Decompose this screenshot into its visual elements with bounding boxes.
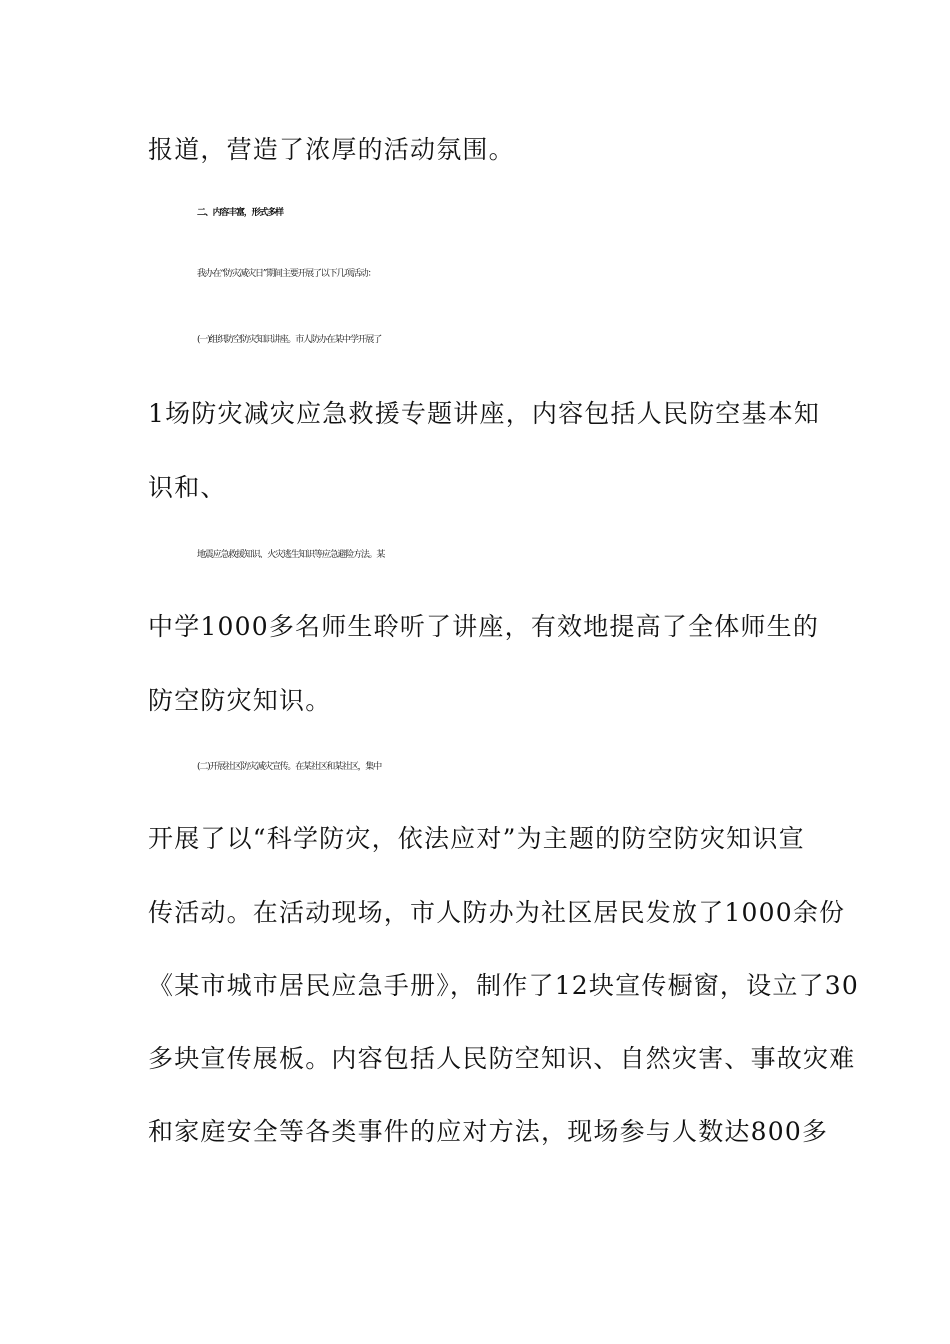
paragraph-line: 和家庭安全等各类事件的应对方法，现场参与人数达800多 [148,1117,829,1146]
paragraph-line: 开展了以“科学防灾，依法应对”为主题的防空防灾知识宣 [148,824,805,853]
paragraph-line: 传活动。在活动现场，市人防办为社区居民发放了1000余份 [148,898,846,927]
paragraph-line: 地震应急救援知识、火灾逃生知识等应急避险方法。某 [197,550,385,560]
paragraph-line: 报道，营造了浓厚的活动氛围。 [148,135,515,164]
paragraph-line: 中学1000多名师生聆听了讲座，有效地提高了全体师生的 [148,612,820,641]
paragraph-line: (一)组织防空防灾知识讲座。市人防办在某中学开展了 [197,335,382,345]
section-heading: 二、内容丰富，形式多样 [197,208,283,218]
paragraph-line: 我办在“防灾减灾日”期间主要开展了以下几项活动： [197,269,376,279]
paragraph-line: 防空防灾知识。 [148,686,332,715]
paragraph-line: 识和、 [148,473,227,502]
paragraph-line: 多块宣传展板。内容包括人民防空知识、自然灾害、事故灾难 [148,1044,856,1073]
paragraph-line: (二)开展社区防灾减灾宣传。在某社区和某社区，集中 [197,762,382,772]
paragraph-line: 《某市城市居民应急手册》，制作了12块宣传橱窗，设立了30 [148,971,859,1000]
paragraph-line: 1场防灾减灾应急救援专题讲座，内容包括人民防空基本知 [148,399,821,428]
